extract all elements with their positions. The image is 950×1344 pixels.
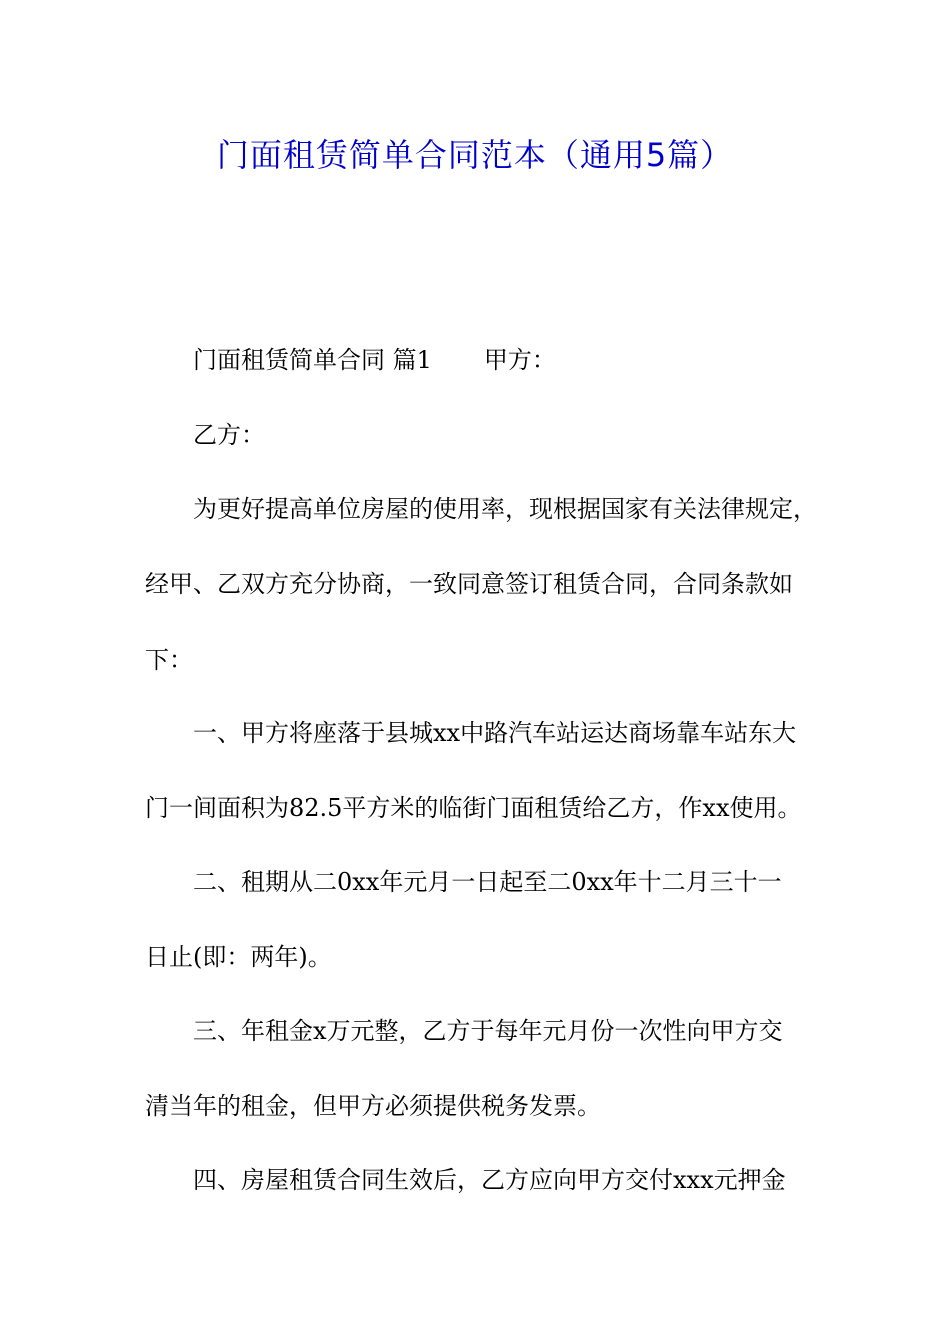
paragraph-line: 四、房屋租赁合同生效后，乙方应向甲方交付xxx元押金 <box>193 1166 786 1194</box>
paragraph-line: 清当年的租金，但甲方必须提供税务发票。 <box>145 1092 601 1120</box>
section-heading: 门面租赁简单合同 篇1 <box>193 346 432 374</box>
document-title: 门面租赁简单合同范本（通用5篇） <box>216 136 734 174</box>
paragraph-line: 为更好提高单位房屋的使用率，现根据国家有关法律规定， <box>193 495 817 523</box>
paragraph-line: 门一间面积为82.5平方米的临街门面租赁给乙方，作xx使用。 <box>145 794 802 822</box>
section-heading-line <box>193 345 556 375</box>
party-a-label: 甲方： <box>483 346 556 374</box>
party-b-label: 乙方： <box>193 421 265 449</box>
paragraph-line: 一、甲方将座落于县城xx中路汽车站运达商场靠车站东大 <box>193 719 797 747</box>
paragraph-line: 下： <box>145 646 193 674</box>
paragraph-line: 三、年租金x万元整，乙方于每年元月份一次性向甲方交 <box>193 1017 783 1045</box>
paragraph-line: 经甲、乙双方充分协商，一致同意签订租赁合同，合同条款如 <box>145 570 793 598</box>
paragraph-line: 二、租期从二0xx年元月一日起至二0xx年十二月三十一 <box>193 868 782 896</box>
paragraph-line: 日止(即：两年)。 <box>145 943 332 971</box>
